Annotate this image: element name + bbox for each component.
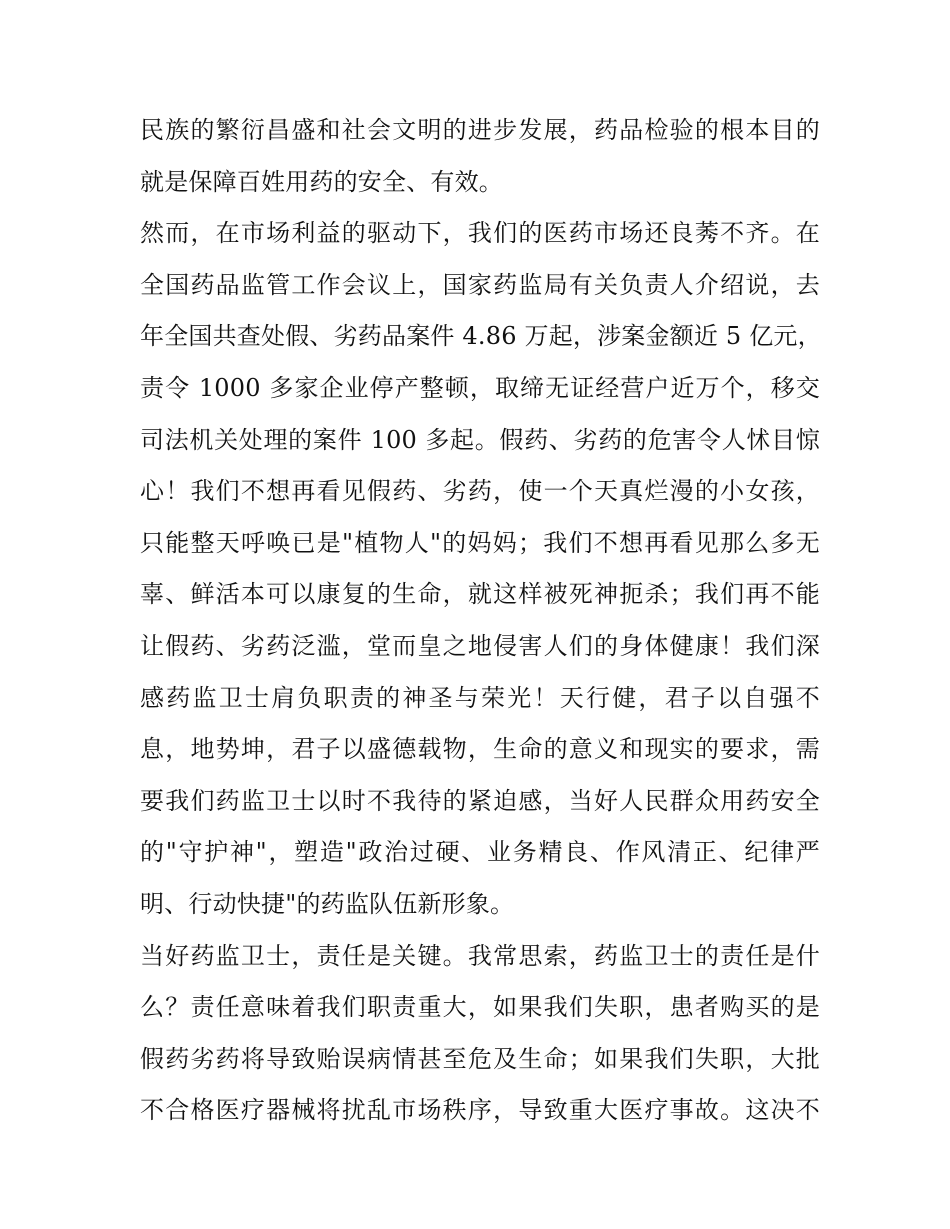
- text-line: 司法机关处理的案件 100 多起。假药、劣药的危害令人怵目惊: [140, 425, 820, 454]
- document-body: [140, 110, 820, 1142]
- text-line: 明、行动快捷"的药监队伍新形象。: [140, 889, 515, 918]
- text-line: 感药监卫士肩负职责的神圣与荣光！天行健，君子以自强不: [140, 683, 820, 712]
- text-line: 心！我们不想再看见假药、劣药，使一个天真烂漫的小女孩，: [140, 477, 820, 506]
- text-line: 么？责任意味着我们职责重大，如果我们失职，患者购买的是: [140, 993, 820, 1022]
- text-line: 辜、鲜活本可以康复的生命，就这样被死神扼杀；我们再不能: [140, 580, 820, 609]
- text-line: 要我们药监卫士以时不我待的紧迫感，当好人民群众用药安全: [140, 786, 820, 815]
- text-line: 全国药品监管工作会议上，国家药监局有关负责人介绍说，去: [140, 270, 820, 299]
- text-line: 息，地势坤，君子以盛德载物，生命的意义和现实的要求，需: [140, 735, 820, 764]
- text-line: 责令 1000 多家企业停产整顿，取缔无证经营户近万个，移交: [140, 373, 820, 402]
- text-line: 民族的繁衍昌盛和社会文明的进步发展，药品检验的根本目的: [140, 116, 820, 144]
- text-line: 只能整天呼唤已是"植物人"的妈妈；我们不想再看见那么多无: [140, 528, 820, 557]
- text-line: 年全国共查处假、劣药品案件 4.86 万起，涉案金额近 5 亿元，: [140, 322, 822, 351]
- text-line: 的"守护神"，塑造"政治过硬、业务精良、作风清正、纪律严: [140, 838, 820, 867]
- text-line: 假药劣药将导致贻误病情甚至危及生命；如果我们失职，大批: [140, 1044, 820, 1073]
- text-line: 让假药、劣药泛滥，堂而皇之地侵害人们的身体健康！我们深: [140, 631, 820, 660]
- text-line: 当好药监卫士，责任是关键。我常思索，药监卫士的责任是什: [140, 941, 820, 970]
- text-line: 然而，在市场利益的驱动下，我们的医药市场还良莠不齐。在: [140, 219, 820, 248]
- text-line: 就是保障百姓用药的安全、有效。: [140, 167, 503, 196]
- text-line: 不合格医疗器械将扰乱市场秩序，导致重大医疗事故。这决不: [140, 1096, 820, 1125]
